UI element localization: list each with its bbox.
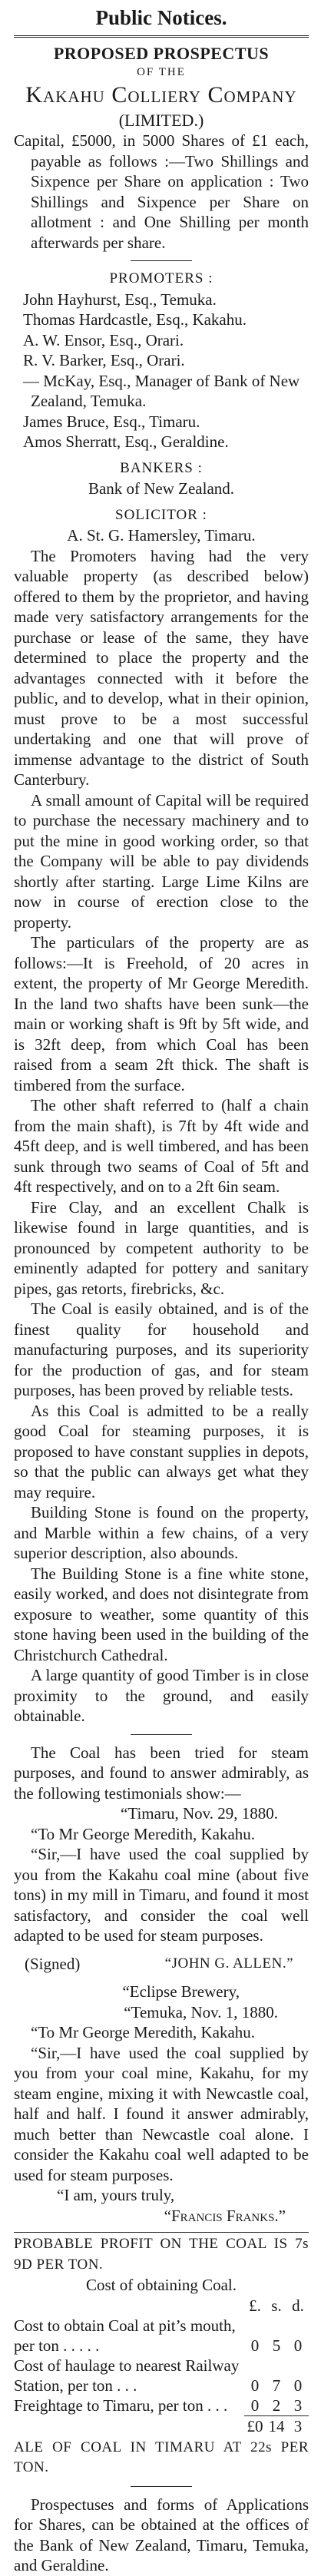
bankers-name: Bank of New Zealand. xyxy=(88,479,235,498)
promoter-item: R. V. Barker, Esq., Orari. xyxy=(23,351,185,369)
col-pence: d. xyxy=(292,2296,304,2315)
body-paragraph: The particulars of the property are as follows:—It is Freehold, of 20 acres in extent, the property of Mr George Meredith. In the land two shafts have been sunk—the main or working shaft is 9ft by 5ft wide, and is 32ft deep, from which Coal has been raised from a seam 2ft thick. The shaft is timbered from the surface. xyxy=(14,933,309,1094)
section-masthead: Public Notices. xyxy=(95,6,227,29)
body-paragraph: A large quantity of good Timber is in close proximity to the ground, and easily obtainable. xyxy=(14,1666,309,1725)
promoter-item: John Hayhurst, Esq., Temuka. xyxy=(23,290,217,309)
cost-shillings: 5 xyxy=(272,2336,281,2355)
divider xyxy=(131,2486,192,2487)
body-paragraph: As this Coal is admitted to be a really good Coal for steaming purposes, it is proposed to have constant supplies in depots, so that the public can always get what they may require. xyxy=(14,1401,309,1502)
letter-heading: “Eclipse Brewery, xyxy=(122,1982,240,2001)
total-shillings: 14 xyxy=(266,2415,287,2436)
solicitor-heading: SOLICITOR : xyxy=(115,506,207,523)
total-pounds: £0 xyxy=(244,2415,266,2436)
cost-row xyxy=(14,2396,309,2416)
body-paragraph: Building Stone is found on the property, and Marble within a few chains, of a very superior description, also abounds. xyxy=(14,1503,309,1562)
cost-table-header xyxy=(14,2296,309,2316)
letter-signature: “JOHN G. ALLEN.” xyxy=(164,1955,293,1972)
letter-closing: “I am, yours truly, xyxy=(57,2186,175,2204)
cost-table xyxy=(14,2296,309,2436)
cost-label: Cost of haulage to nearest Railway Station, per ton . . . xyxy=(14,2356,240,2395)
divider xyxy=(131,260,192,261)
signed-label: (Signed) xyxy=(25,1954,81,1973)
cost-label: Freightage to Timaru, per ton . . . xyxy=(14,2396,228,2415)
company-name: Kakahu Colliery Company xyxy=(25,81,297,108)
body-paragraph: The Coal is easily obtained, and is of the finest quality for household and manufacturing purposes, and its superiority for the production of gas, and for steam purposes, has been proved by reliable tests. xyxy=(14,1300,309,1399)
body-paragraph: The Promoters having had the very valuable property (as described below) offered to them by the proprietor, and having made very satisfactory arrangements for the purchase or lease of the same, they have determined to place the property and the advantages connected with it before the public, and to develop, what in their opinion, must prove to be a most successful undertaking and one that will prove of immense advantage to the district of South Canterbury. xyxy=(14,546,309,789)
closing-paragraph: Prospectuses and forms of Applications for Shares, can be obtained at the offices of the Bank of New Zealand, Timaru, Temuka, and Geraldine. xyxy=(14,2495,309,2574)
divider xyxy=(131,1734,192,1735)
col-pounds: £. xyxy=(249,2296,261,2315)
letter-recipient: “To Mr George Meredith, Kakahu. xyxy=(31,1824,256,1843)
letter-signature-line xyxy=(14,1954,309,1975)
promoter-item: Amos Sherratt, Esq., Geraldine. xyxy=(23,432,229,451)
company-limited: (LIMITED.) xyxy=(118,110,204,130)
masthead-rule xyxy=(14,35,309,38)
prospectus-title: PROPOSED PROSPECTUS xyxy=(53,44,270,63)
letter-signature: “Francis Franks.” xyxy=(164,2206,286,2225)
profit-heading: PROBABLE PROFIT ON THE COAL IS 7s 9D PER TON. xyxy=(14,2236,309,2273)
prospectus-of-the: OF THE xyxy=(137,65,186,78)
cost-label: Cost to obtain Coal at pit’s mouth, per ton . . . . . xyxy=(14,2316,236,2355)
capital-paragraph: Capital, £5000, in 5000 Shares of £1 each, payable as follows :—Two Shillings and Sixpence per Share on application : Two Shillings and Sixpence per Share on allotment : and One Shilling per month afterwards per share. xyxy=(14,131,309,252)
cost-row xyxy=(14,2316,309,2356)
letter-body: “Sir,—I have used the coal supplied by you from the Kakahu coal mine (about five tons) in my mill in Timaru, and found it most satisfactory, and consider the coal well adapted to be used for steam purposes. xyxy=(14,1845,309,1945)
divider xyxy=(14,2232,309,2233)
testimonial-franks xyxy=(14,1982,309,2226)
bankers-heading: BANKERS : xyxy=(120,459,203,476)
testimonial-allen xyxy=(14,1803,309,1974)
cost-pence: 0 xyxy=(293,2336,303,2355)
cost-pounds: 0 xyxy=(250,2376,260,2395)
body-paragraphs xyxy=(14,546,309,1727)
cost-heading: Cost of obtaining Coal. xyxy=(86,2276,237,2294)
cost-pounds: 0 xyxy=(250,2396,260,2415)
body-paragraph: Fire Clay, and an excellent Chalk is likewise found in large quantities, and is pronounced by competent authority to be eminently adapted for pottery and sanitary pipes, gas retorts, firebricks, &c. xyxy=(14,1197,309,1298)
promoters-heading: PROMOTERS : xyxy=(109,270,213,286)
promoter-item: A. W. Ensor, Esq., Orari. xyxy=(23,330,184,349)
solicitor-name: A. St. G. Hamersley, Timaru. xyxy=(67,526,256,545)
cost-pence: 0 xyxy=(293,2376,303,2395)
cost-shillings: 7 xyxy=(272,2376,281,2395)
cost-pounds: 0 xyxy=(250,2336,260,2355)
letter-body: “Sir,—I have used the coal supplied by you from your coal mine, Kakahu, for my steam engine, mixing it with Newcastle coal, half and half. I found it answer admirably, much better than Newcastle coal alone. I consider the Kakahu coal well adapted to be used for steam purposes. xyxy=(14,2043,309,2184)
total-pence: 3 xyxy=(287,2415,309,2436)
body-paragraph: The other shaft referred to (half a chain from the main shaft), is 7ft by 4ft wide and 45ft deep, and is well timbered, and has been sunk through two seams of Coal of 5ft and 4ft respectively, and on to a 2ft 6in seam. xyxy=(14,1096,309,1196)
cost-pence: 3 xyxy=(293,2396,303,2415)
cost-row xyxy=(14,2356,309,2396)
cost-total-row xyxy=(14,2415,309,2436)
letter-dateline: “Temuka, Nov. 1, 1880. xyxy=(124,2002,278,2021)
coal-tried-paragraph: The Coal has been tried for steam purposes, and found to answer admirably, as the following testimonials show:— xyxy=(14,1743,309,1803)
promoters-list xyxy=(14,290,309,452)
promoter-item: James Bruce, Esq., Timaru. xyxy=(23,412,200,431)
letter-recipient: “To Mr George Meredith, Kakahu. xyxy=(31,2023,256,2041)
promoter-item: — McKay, Esq., Manager of Bank of New Zealand, Temuka. xyxy=(23,371,300,410)
cost-shillings: 2 xyxy=(272,2396,281,2415)
sale-heading: ALE OF COAL IN TIMARU AT 22s PER TON. xyxy=(14,2439,309,2475)
letter-dateline: “Timaru, Nov. 29, 1880. xyxy=(121,1804,278,1823)
body-paragraph: A small amount of Capital will be required to purchase the necessary machinery and to put the mine in good working order, so that the Company will be able to pay dividends shortly after starting. Large Lime Kilns are now in course of erection close to the property. xyxy=(14,790,309,932)
promoter-item: Thomas Hardcastle, Esq., Kakahu. xyxy=(23,310,247,329)
col-shillings: s. xyxy=(271,2296,282,2315)
body-paragraph: The Building Stone is a fine white stone, easily worked, and does not disintegrate from exposure to weather, some quantity of this stone having been used in the building of the Christchurch Cathedral. xyxy=(14,1564,309,1664)
